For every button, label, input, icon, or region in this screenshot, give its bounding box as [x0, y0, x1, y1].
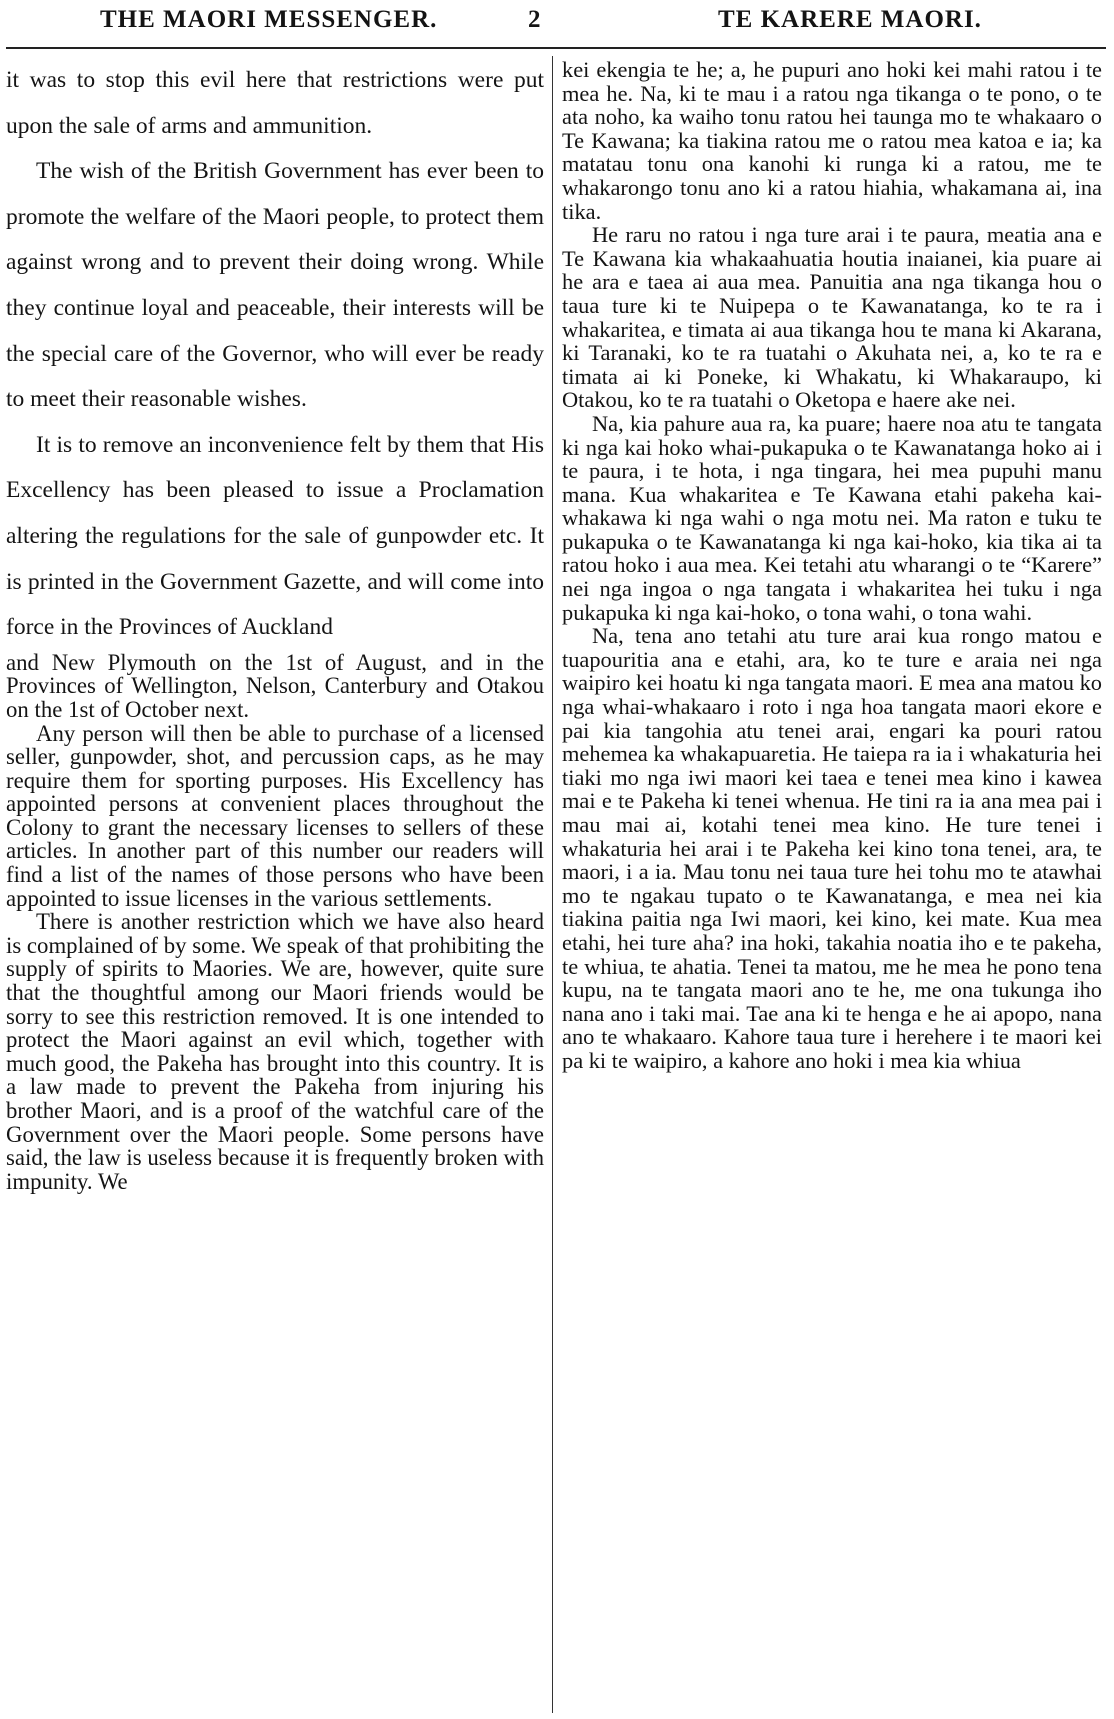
header-rule	[6, 47, 1106, 49]
maori-paragraph-2: He raru no ratou i nga ture arai i te paura, meatia ana e Te Kawana kia whakaahuatia houtia inaianei, kia puare ai he ara e taea ai aua mea. Panuitia ana nga tikanga hou o taua ture ki te Nuipepa o te Kawanatanga, ko te ra i whakaritea, e timata ai aua tikanga hou te mana ki Akarana, ki Taranaki, ko te ra tuatahi o Akuhata nei, a, ko te ra e timata ai ki Poneke, ki Whakatu, ki Whakaraupo, ki Otakou, ko te ra tuatahi o Oketopa e haere ake nei.	[562, 222, 1102, 413]
english-column	[6, 58, 544, 1715]
english-paragraph-6: There is another restriction which we have also heard is complained of by some. We speak of that prohibiting the supply of spirits to Maories. We are, however, quite sure that the thoughtful among our Maori friends would be sorry to see this restriction removed. It is one intended to protect the Maori against an evil which, together with much good, the Pakeha has brought into this country. It is a law made to prevent the Pakeha from injuring his brother Maori, and is a proof of the watchful care of the Government over the Maori people. Some persons have said, the law is useless because it is frequently broken with impunity. We	[6, 909, 544, 1194]
english-paragraph-2: The wish of the British Government has ever been to promote the welfare of the Maori people, to protect them against wrong and to prevent their doing wrong. While they continue loyal and peaceable, their interests will be the special care of the Governor, who will ever be ready to meet their reasonable wishes.	[6, 158, 544, 413]
maori-paragraph-3: Na, kia pahure aua ra, ka puare; haere noa atu te tangata ki nga kai hoko whai-pukapuka o te Kawanatanga hoko ai i te paura, i te hota, i nga tingara, hei mea pupuhi manu mana. Kua whakaritea e Te Kawana etahi pakeha kai-whakawa ki nga wahi o nga motu nei. Ma raton e tuku te pukapuka o te Kawanatanga ki nga kai-hoko, kia tika ai ta ratou hoko i aua mea. Kei tetahi atu wharangi o te “Karere” nei nga ingoa o nga tangata i whakaritea hei tuku i nga pukapuka ki nga kai-hoko, o tona wahi, o tona wahi.	[562, 410, 1102, 625]
column-divider	[552, 56, 553, 1713]
page-header	[0, 0, 1114, 44]
maori-column	[562, 58, 1102, 1715]
english-paragraph-5: Any person will then be able to purchase of a licensed seller, gunpowder, shot, and percussion caps, as he may require them for sporting purposes. His Excellency has appointed persons at convenient places throughout the Colony to grant the necessary licenses to sellers of these articles. In another part of this number our readers will find a list of the names of those persons who have been appointed to issue licenses in the various settlements.	[6, 720, 544, 911]
maori-paragraph-4: Na, tena ano tetahi atu ture arai kua rongo matou e tuapouritia ana e etahi, ara, ko te ture e araia nei nga waipiro kei hoatu ki nga tangata maori. E mea ana matou ko nga whai-whakaaro i roto i nga hoa tangata maori ekore e pai kia tangohia atu tenei arai, engari ka pouri ratou mehemea ka whakapuaretia. He taiepa ra ia i whakaturia hei tiaki mo nga iwi maori kei taea e tenei mea kino i kawea mai e te Pakeha ki tenei whenua. He tini ra ia ana mea pai i mau mai ai, kotahi tenei mea kino. He ture tenei i whakaturia hei arai i te Pakeha kei kino tona tenei, ara, te maori, i a ia. Mau tonu nei taua ture hei tohu mo te atawhai mo te ngakau tupato o te Kawanatanga, e mea nei kia tiakina paitia nga Iwi maori, kei kino, kei mate. Kua mea etahi, hei ture aha? ina hoki, takahia noatia iho e te pakeha, te whiua, te ahatia. Tenei ta matou, me he mea he pono tena kupu, na te tangata maori ano te he, me ona tukunga iho nana ano i taki mai. Tae ana ki te henga e he ai apopo, nana ano te whakaaro. Kahore taua ture i herehere i te maori kei pa ki te waipiro, a kahore ano hoki i mea kia whiua	[562, 623, 1102, 1073]
header-maori-title: TE KARERE MAORI.	[718, 6, 982, 33]
page-number: 2	[528, 6, 542, 33]
english-paragraph-3: It is to remove an inconvenience felt by them that His Excellency has been pleased to issue a Proclamation altering the regulations for the sale of gunpowder etc. It is printed in the Government Gazette, and will come into force in the Provinces of Auckland	[6, 431, 544, 641]
english-paragraph-1: it was to stop this evil here that restrictions were put upon the sale of arms and ammunition.	[6, 67, 544, 139]
maori-paragraph-1: kei ekengia te he; a, he pupuri ano hoki kei mahi ratou i te mea he. Na, ki te mau i a ratou nga tikanga o te pono, o te ata noho, ka waiho tonu ratou hei taunga mo te whakaaro o Te Kawana; ka tiakina ratou me o ratou mea katoa e ia; ka matatau tonu ona kanohi ki runga ki a ratou, me te whakarongo tonu ano ki a ratou hiahia, whakamana ai, ina tika.	[562, 58, 1102, 224]
header-english-title: THE MAORI MESSENGER.	[100, 6, 438, 33]
english-paragraph-4: and New Plymouth on the 1st of August, and in the Provinces of Wellington, Nelson, Canterbury and Otakou on the 1st of October next.	[6, 649, 544, 722]
